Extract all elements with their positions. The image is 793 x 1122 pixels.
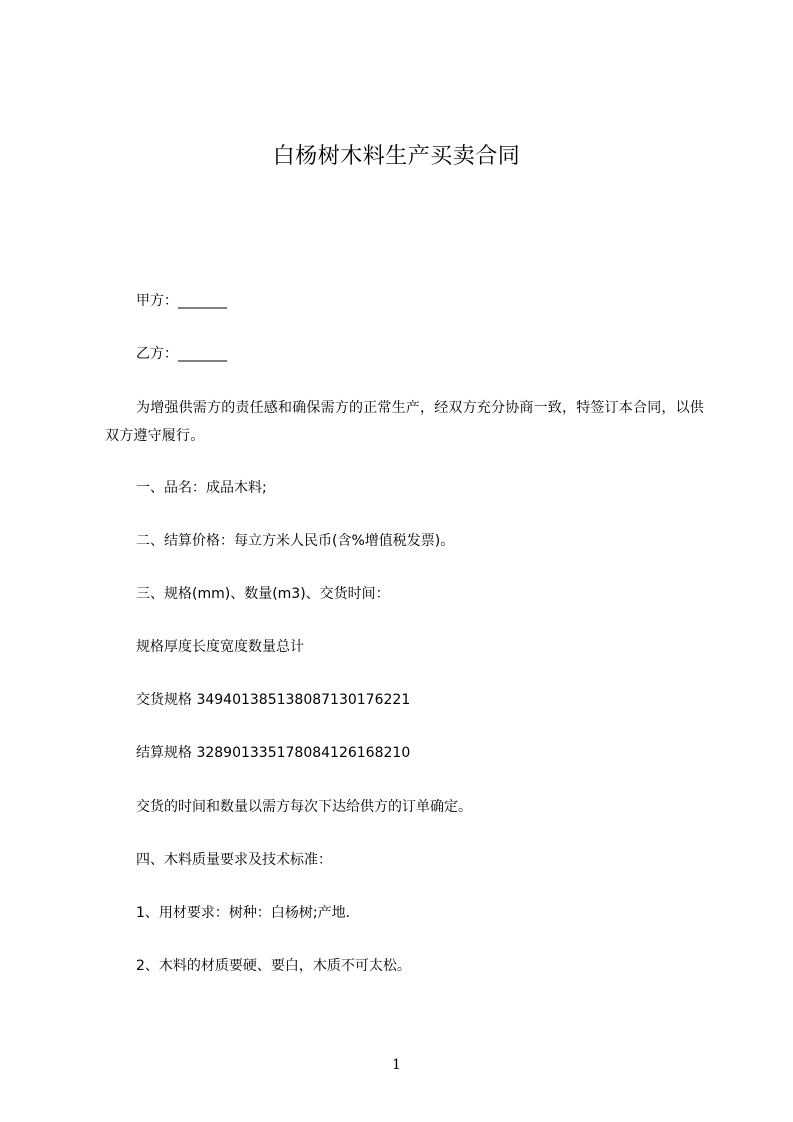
clause-specifications: 三、规格(mm)、数量(m3)、交货时间： <box>136 586 390 602</box>
clause-settlement-price: 二、结算价格：每立方米人民币(含%增值税发票)。 <box>136 533 455 549</box>
party-b-line: 乙方：_______ <box>136 346 227 362</box>
requirement-wood-quality: 2、木料的材质要硬、要白，木质不可太松。 <box>136 958 411 974</box>
party-a-line: 甲方：_______ <box>136 293 227 309</box>
settlement-spec-line: 结算规格 328901335178084126168210 <box>136 745 411 761</box>
page-number: 1 <box>392 1057 401 1073</box>
clause-quality-standards: 四、木料质量要求及技术标准： <box>136 852 332 868</box>
document-title: 白杨树木料生产买卖合同 <box>272 144 521 169</box>
requirement-wood-species: 1、用材要求：树种：白杨树;产地. <box>136 905 351 921</box>
clause-product-name: 一、品名：成品木料; <box>136 480 267 496</box>
delivery-note: 交货的时间和数量以需方每次下达给供方的订单确定。 <box>136 799 472 815</box>
intro-paragraph: 为增强供需方的责任感和确保需方的正常生产，经双方充分协商一致，特签订本合同，以供双方遵守履行。 <box>105 400 704 444</box>
spec-header-line: 规格厚度长度宽度数量总计 <box>136 639 304 655</box>
delivery-spec-line: 交货规格 349401385138087130176221 <box>136 692 411 708</box>
